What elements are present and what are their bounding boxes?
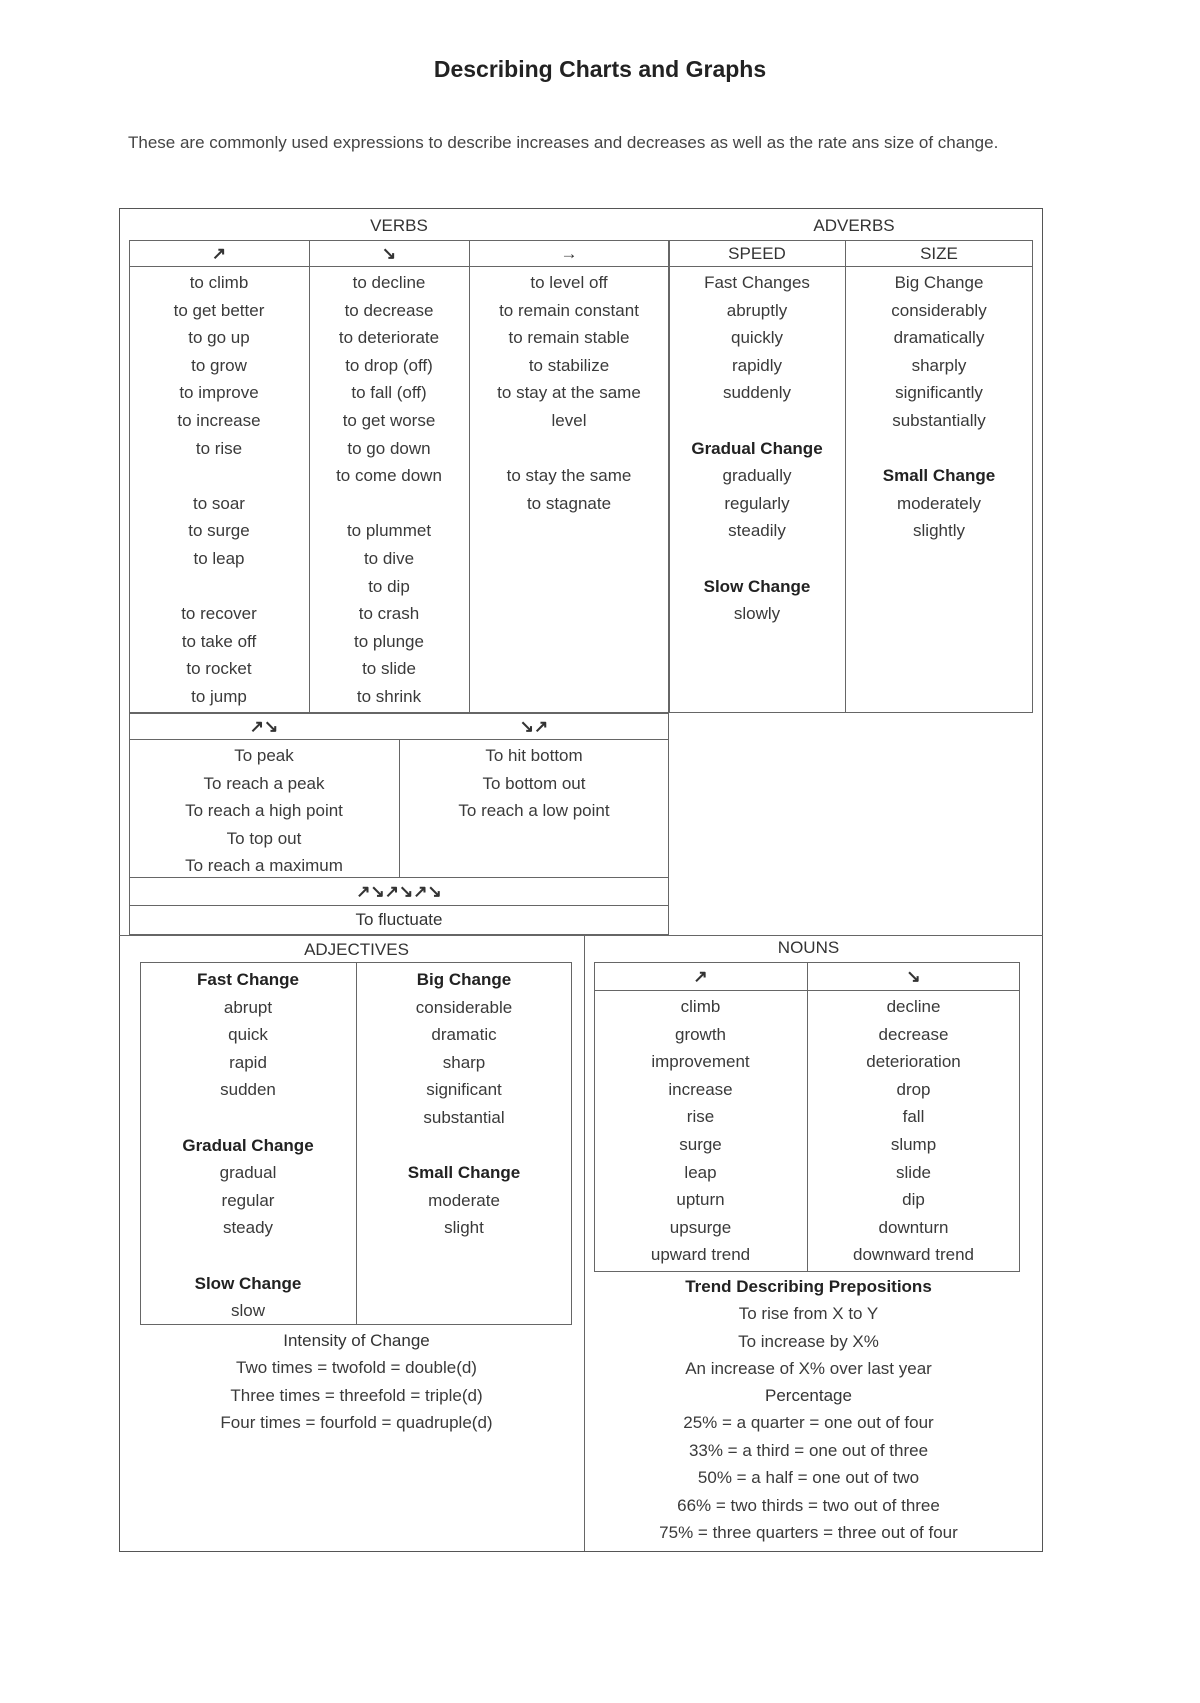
size-header: SIZE [920, 244, 958, 263]
verbs-down-list [309, 269, 469, 711]
verb-down-item: to come down [336, 466, 442, 486]
verb-flat-item: level [551, 410, 587, 430]
verb-down-item: to get worse [342, 410, 436, 430]
peak-list [129, 742, 399, 880]
adverb-size-item: Small Change [882, 466, 996, 486]
verb-up-item: to go up [188, 328, 250, 348]
adverb-size-item: substantially [892, 410, 986, 430]
adverb-size-item: considerably [891, 300, 987, 320]
percentage-item: 33% = a third = one out of three [688, 1440, 929, 1460]
adjective-item: Small Change [407, 1163, 521, 1183]
prepositions-list [584, 1300, 1033, 1383]
verb-up-item: to soar [193, 493, 245, 513]
adjective-item: sharp [442, 1052, 486, 1072]
adjective-item: moderate [428, 1190, 500, 1210]
adverb-size-item: Big Change [894, 273, 984, 292]
adjective-item: quick [228, 1025, 268, 1045]
adverb-size-item: slightly [913, 521, 965, 541]
arrow-right-icon: → [560, 244, 578, 263]
percentage-item: 75% = three quarters = three out of four [659, 1523, 958, 1543]
peak-item: To reach a high point [185, 801, 343, 821]
verb-up-item: to rise [195, 438, 243, 458]
noun-down-item: slump [890, 1134, 937, 1154]
preposition-item: To increase by X% [738, 1331, 879, 1351]
intro-text: These are commonly used expressions to describe increases and decreases as well as the rate ans size of change. [128, 133, 999, 152]
spacer [129, 462, 309, 490]
adjective-item: rapid [229, 1052, 267, 1072]
spacer [669, 545, 845, 573]
verb-up-item: to surge [188, 521, 250, 541]
noun-down-item: downward trend [853, 1245, 974, 1265]
intensity-header: Intensity of Change [283, 1331, 430, 1350]
verbs-header-divider [129, 266, 669, 267]
verb-flat-item: to stabilize [528, 355, 610, 375]
noun-down-item: deterioration [866, 1052, 961, 1072]
verb-down-item: to decline [352, 273, 426, 292]
adjective-item: significant [426, 1080, 502, 1100]
verb-down-item: to slide [362, 659, 416, 679]
nouns-down-list [807, 993, 1020, 1269]
noun-up-item: surge [679, 1134, 722, 1154]
adjective-item: Big Change [416, 970, 512, 989]
noun-up-item: growth [674, 1024, 727, 1044]
adverb-speed-item: Fast Changes [704, 273, 810, 292]
peak-item: To reach a peak [203, 773, 325, 793]
adverb-size-item: significantly [895, 383, 983, 403]
noun-down-item: dip [902, 1190, 925, 1210]
verb-down-item: to go down [347, 438, 431, 458]
adverb-speed-item: regularly [724, 493, 790, 513]
bottom-list [399, 742, 669, 825]
adverb-size-item: moderately [896, 493, 982, 513]
adjective-item: Slow Change [194, 1273, 302, 1293]
adverbs-header-divider [669, 266, 1033, 267]
verb-up-item: to jump [191, 686, 247, 706]
adjective-item: dramatic [431, 1025, 497, 1045]
verb-flat-item: to stay at the same [497, 383, 641, 403]
intensity-item: Four times = fourfold = quadruple(d) [220, 1413, 493, 1433]
preposition-item: An increase of X% over last year [685, 1359, 932, 1379]
nouns-up-list [594, 993, 807, 1269]
percentage-item: 25% = a quarter = one out of four [683, 1413, 934, 1432]
verb-up-item: to get better [173, 300, 265, 320]
spacer [669, 407, 845, 435]
verb-up-item: to rocket [186, 659, 252, 679]
noun-up-item: upturn [676, 1190, 725, 1210]
peak-arrow-icon: ↗↘ [249, 717, 279, 736]
verb-down-item: to fall (off) [351, 383, 427, 403]
noun-up-item: rise [686, 1107, 715, 1127]
verbs-header: VERBS [370, 216, 428, 235]
adverbs-size-list [845, 269, 1033, 545]
adjectives-left-list [140, 966, 356, 1325]
verb-down-item: to drop (off) [345, 355, 433, 375]
noun-up-item: upsurge [669, 1217, 732, 1237]
noun-down-item: downturn [878, 1217, 949, 1237]
adverb-speed-item: quickly [731, 328, 783, 348]
peak-item: To reach a maximum [185, 856, 343, 876]
noun-down-item: decline [886, 997, 941, 1016]
adverb-speed-item: slowly [733, 604, 781, 624]
verb-down-item: to dip [368, 576, 410, 596]
preposition-item: To rise from X to Y [738, 1304, 879, 1323]
spacer [140, 1242, 356, 1270]
verb-up-item: to climb [189, 273, 249, 292]
bottom-item: To hit bottom [485, 746, 583, 765]
intensity-item: Two times = twofold = double(d) [236, 1358, 477, 1377]
arrow-down-icon: ↘ [381, 244, 397, 263]
verb-down-item: to dive [363, 548, 415, 568]
verb-down-item: to plummet [346, 521, 432, 541]
adverb-speed-item: suddenly [722, 383, 792, 403]
spacer [469, 435, 669, 463]
adjective-item: Gradual Change [182, 1135, 314, 1155]
noun-up-item: increase [668, 1079, 733, 1099]
verbs-flat-list [469, 269, 669, 517]
verb-flat-item: to stagnate [526, 493, 612, 513]
verb-up-item: to grow [191, 355, 247, 375]
peak-item: To top out [226, 828, 302, 848]
adjective-item: slight [444, 1218, 484, 1238]
fluctuate-mid-divider [129, 905, 669, 906]
verb-up-item: to leap [193, 548, 245, 568]
noun-up-item: upward trend [650, 1245, 751, 1265]
nouns-down-arrow-icon: ↘ [906, 967, 921, 986]
adverb-size-item: dramatically [893, 328, 985, 348]
noun-up-item: improvement [651, 1052, 750, 1072]
percentage-item: 66% = two thirds = two out of three [677, 1495, 940, 1515]
nouns-up-arrow-icon: ↗ [693, 967, 708, 986]
verb-flat-item: to stay the same [506, 466, 632, 486]
verb-down-item: to decrease [344, 300, 434, 320]
peak-item: To peak [234, 746, 294, 765]
bottom-item: To reach a low point [458, 801, 610, 821]
verb-flat-item: to remain stable [508, 328, 630, 348]
verbs-up-list [129, 269, 309, 711]
noun-up-item: climb [680, 997, 721, 1016]
adverb-speed-item: abruptly [726, 300, 788, 320]
verb-down-item: to shrink [356, 686, 422, 706]
verb-up-item: to increase [177, 410, 261, 430]
bottom-arrow-icon: ↘↗ [519, 717, 549, 736]
adverb-speed-item: Gradual Change [691, 438, 823, 458]
noun-down-item: fall [902, 1107, 925, 1127]
verb-down-item: to crash [358, 604, 420, 624]
verb-up-item: to take off [181, 631, 257, 651]
adjective-item: abrupt [223, 997, 273, 1017]
noun-up-item: leap [684, 1162, 717, 1182]
verb-down-item: to deteriorate [338, 328, 440, 348]
fluctuate-item: To fluctuate [355, 910, 443, 929]
section-divider [119, 935, 1043, 936]
spacer [356, 1132, 572, 1160]
spacer [845, 435, 1033, 463]
adjective-item: substantial [423, 1107, 505, 1127]
speed-header: SPEED [728, 244, 786, 263]
bottom-item: To bottom out [482, 773, 586, 793]
adjective-item: regular [221, 1190, 275, 1210]
percentage-header: Percentage [765, 1386, 852, 1405]
adverb-speed-item: Slow Change [703, 576, 811, 596]
verb-up-item: to improve [179, 383, 259, 403]
spacer [140, 1104, 356, 1132]
adverb-speed-item: rapidly [731, 355, 783, 375]
arrow-up-icon: ↗ [211, 244, 227, 263]
percentage-list [584, 1409, 1033, 1547]
adjective-item: slow [230, 1301, 265, 1321]
adverb-speed-item: steadily [728, 521, 786, 541]
verb-down-item: to plunge [354, 631, 424, 651]
adverb-speed-item: gradually [722, 466, 792, 486]
adverb-size-item: sharply [911, 355, 967, 375]
fluctuate-arrow-icon: ↗↘↗↘↗↘ [356, 882, 442, 901]
adverbs-speed-list [669, 269, 845, 628]
adjectives-header: ADJECTIVES [304, 940, 409, 959]
adjective-item: gradual [219, 1163, 277, 1183]
spacer [309, 490, 469, 518]
intensity-list [129, 1354, 584, 1437]
adjectives-right-list [356, 966, 572, 1242]
spacer [129, 573, 309, 601]
adjective-item: sudden [220, 1080, 276, 1100]
percentage-item: 50% = a half = one out of two [697, 1468, 920, 1488]
noun-down-item: drop [896, 1079, 931, 1099]
verb-up-item: to recover [181, 604, 257, 624]
verb-flat-item: to level off [530, 273, 608, 292]
noun-down-item: slide [896, 1162, 931, 1182]
noun-down-item: decrease [878, 1024, 949, 1044]
adjective-item: Fast Change [196, 970, 300, 989]
prepositions-header: Trend Describing Prepositions [685, 1277, 932, 1296]
page-title: Describing Charts and Graphs [433, 56, 767, 82]
adverbs-header: ADVERBS [813, 216, 895, 235]
adjective-item: considerable [415, 997, 513, 1017]
verb-flat-item: to remain constant [499, 300, 639, 320]
intensity-item: Three times = threefold = triple(d) [230, 1385, 483, 1405]
nouns-header: NOUNS [777, 938, 840, 957]
adjective-item: steady [222, 1218, 274, 1238]
